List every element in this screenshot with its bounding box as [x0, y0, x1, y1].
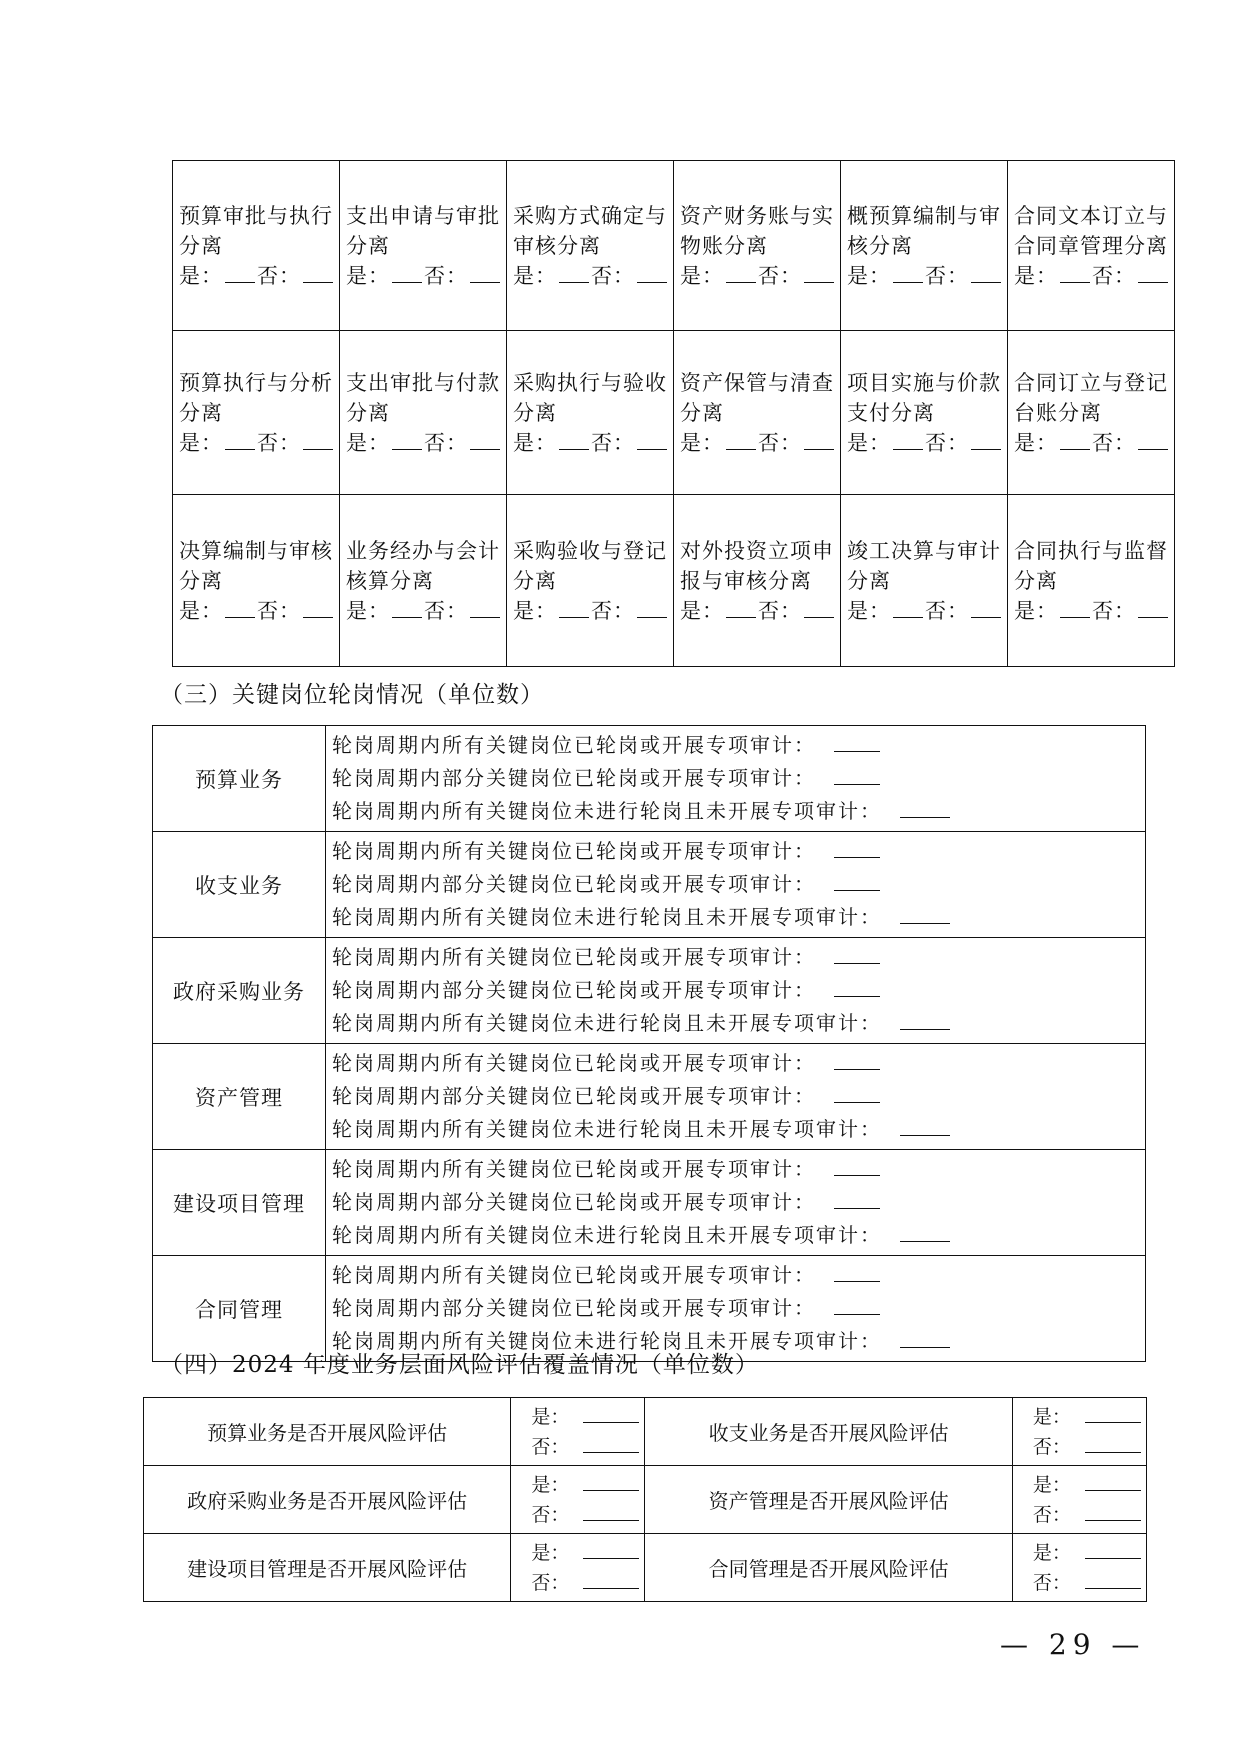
no-label: 否：	[257, 430, 301, 455]
no-label: 否：	[1092, 430, 1136, 455]
yes-label: 是：	[346, 598, 390, 623]
yes-blank[interactable]	[893, 281, 923, 283]
rotation-count-blank[interactable]	[834, 783, 880, 785]
yes-no-fields	[680, 596, 836, 626]
risk-question: 预算业务是否开展风险评估	[144, 1398, 511, 1466]
no-blank[interactable]	[804, 448, 834, 450]
rotation-category: 政府采购业务	[153, 938, 326, 1044]
yes-label: 是：	[513, 430, 557, 455]
yes-blank[interactable]	[392, 616, 422, 618]
yes-blank[interactable]	[392, 281, 422, 283]
rotation-option-label: 轮岗周期内部分关键岗位已轮岗或开展专项审计：	[332, 1296, 816, 1320]
separation-cell	[507, 331, 674, 495]
yes-no-fields	[847, 428, 1003, 458]
rotation-option-label: 轮岗周期内所有关键岗位未进行轮岗且未开展专项审计：	[332, 799, 882, 823]
risk-answer	[1012, 1466, 1146, 1534]
no-blank[interactable]	[583, 1519, 639, 1521]
no-blank[interactable]	[637, 448, 667, 450]
yes-no-fields	[346, 261, 502, 291]
rotation-count-blank[interactable]	[834, 750, 880, 752]
rotation-option-label: 轮岗周期内所有关键岗位已轮岗或开展专项审计：	[332, 1051, 816, 1075]
no-label: 否：	[1092, 263, 1136, 288]
yes-label: 是：	[680, 598, 724, 623]
yes-no-fields	[847, 261, 1003, 291]
separation-cell	[1008, 331, 1175, 495]
rotation-options	[326, 726, 1146, 832]
yes-label: 是：	[847, 598, 891, 623]
no-blank[interactable]	[1085, 1519, 1141, 1521]
rotation-option	[332, 941, 1139, 974]
no-label: 否：	[424, 598, 468, 623]
yes-label: 是：	[513, 598, 557, 623]
no-blank[interactable]	[804, 616, 834, 618]
rotation-category: 合同管理	[153, 1256, 326, 1362]
rotation-option	[332, 729, 1139, 762]
rotation-option	[332, 835, 1139, 868]
no-blank[interactable]	[583, 1451, 639, 1453]
no-blank[interactable]	[637, 281, 667, 283]
no-label: 否：	[424, 430, 468, 455]
yes-blank[interactable]	[225, 616, 255, 618]
rotation-category: 建设项目管理	[153, 1150, 326, 1256]
no-label: 否：	[257, 263, 301, 288]
rotation-option	[332, 1080, 1139, 1113]
rotation-row	[153, 938, 1146, 1044]
rotation-count-blank[interactable]	[834, 1207, 880, 1209]
rotation-option	[332, 1259, 1139, 1292]
separation-label: 预算执行与分析分离	[179, 370, 333, 425]
risk-answer	[511, 1466, 645, 1534]
no-line	[1033, 1432, 1146, 1462]
rotation-option-label: 轮岗周期内所有关键岗位未进行轮岗且未开展专项审计：	[332, 1117, 882, 1141]
separation-cell	[674, 331, 841, 495]
rotation-option	[332, 1047, 1139, 1080]
risk-answer	[1012, 1398, 1146, 1466]
rotation-option-label: 轮岗周期内部分关键岗位已轮岗或开展专项审计：	[332, 978, 816, 1002]
separation-label: 合同文本订立与合同章管理分离	[1014, 203, 1168, 258]
no-blank[interactable]	[1085, 1451, 1141, 1453]
rotation-row	[153, 832, 1146, 938]
separation-cell	[1008, 161, 1175, 331]
no-blank[interactable]	[1085, 1587, 1141, 1589]
yes-no-fields	[847, 596, 1003, 626]
no-label: 否：	[1032, 1503, 1071, 1526]
rotation-count-blank[interactable]	[834, 1174, 880, 1176]
separation-label: 采购验收与登记分离	[513, 538, 667, 593]
separation-cell	[340, 161, 507, 331]
rotation-table	[152, 725, 1146, 1362]
risk-answer	[511, 1398, 645, 1466]
rotation-option	[332, 901, 1139, 934]
separation-row	[173, 161, 1175, 331]
yes-label: 是：	[346, 430, 390, 455]
no-blank[interactable]	[1138, 448, 1168, 450]
no-blank[interactable]	[303, 281, 333, 283]
no-line	[531, 1568, 644, 1598]
risk-row	[144, 1398, 1147, 1466]
rotation-option-label: 轮岗周期内所有关键岗位已轮岗或开展专项审计：	[332, 945, 816, 969]
rotation-option-label: 轮岗周期内所有关键岗位已轮岗或开展专项审计：	[332, 839, 816, 863]
yes-no-fields	[346, 428, 502, 458]
yes-label: 是：	[680, 430, 724, 455]
no-blank[interactable]	[303, 448, 333, 450]
yes-label: 是：	[513, 263, 557, 288]
yes-label: 是：	[531, 1473, 570, 1496]
separation-label: 项目实施与价款支付分离	[847, 370, 1001, 425]
no-line	[531, 1500, 644, 1530]
yes-no-fields	[513, 261, 669, 291]
yes-blank[interactable]	[225, 281, 255, 283]
yes-no-fields	[513, 596, 669, 626]
no-label: 否：	[531, 1571, 570, 1594]
yes-line	[1033, 1538, 1146, 1568]
yes-label: 是：	[1032, 1541, 1071, 1564]
rotation-options	[326, 938, 1146, 1044]
yes-line	[531, 1402, 644, 1432]
yes-label: 是：	[346, 263, 390, 288]
yes-line	[1033, 1470, 1146, 1500]
yes-no-fields	[1014, 596, 1170, 626]
yes-blank[interactable]	[1085, 1557, 1141, 1559]
yes-blank[interactable]	[225, 448, 255, 450]
no-label: 否：	[1032, 1435, 1071, 1458]
no-blank[interactable]	[470, 448, 500, 450]
no-line	[1033, 1568, 1146, 1598]
rotation-option-label: 轮岗周期内所有关键岗位已轮岗或开展专项审计：	[332, 733, 816, 757]
separation-cell	[841, 161, 1008, 331]
rotation-option-label: 轮岗周期内部分关键岗位已轮岗或开展专项审计：	[332, 766, 816, 790]
risk-answer	[511, 1534, 645, 1602]
yes-label: 是：	[179, 263, 223, 288]
separation-label: 竣工决算与审计分离	[847, 538, 1001, 593]
no-label: 否：	[925, 598, 969, 623]
rotation-count-blank[interactable]	[834, 856, 880, 858]
separation-label: 采购执行与验收分离	[513, 370, 667, 425]
yes-blank[interactable]	[1060, 281, 1090, 283]
rotation-category: 预算业务	[153, 726, 326, 832]
yes-blank[interactable]	[392, 448, 422, 450]
yes-blank[interactable]	[726, 616, 756, 618]
rotation-option	[332, 1292, 1139, 1325]
separation-row	[173, 495, 1175, 667]
no-blank[interactable]	[470, 281, 500, 283]
no-blank[interactable]	[804, 281, 834, 283]
yes-blank[interactable]	[1085, 1489, 1141, 1491]
rotation-option-label: 轮岗周期内所有关键岗位未进行轮岗且未开展专项审计：	[332, 1329, 882, 1353]
rotation-option	[332, 1113, 1139, 1146]
separation-cell	[507, 495, 674, 667]
separation-row	[173, 331, 1175, 495]
no-label: 否：	[758, 263, 802, 288]
no-blank[interactable]	[583, 1587, 639, 1589]
yes-label: 是：	[680, 263, 724, 288]
yes-blank[interactable]	[1085, 1421, 1141, 1423]
separation-label: 资产财务账与实物账分离	[680, 203, 834, 258]
no-label: 否：	[591, 263, 635, 288]
no-label: 否：	[531, 1435, 570, 1458]
rotation-count-blank[interactable]	[900, 1134, 950, 1136]
separation-cell	[674, 161, 841, 331]
yes-blank[interactable]	[583, 1421, 639, 1423]
rotation-options	[326, 1044, 1146, 1150]
rotation-count-blank[interactable]	[900, 1240, 950, 1242]
separation-cell	[841, 331, 1008, 495]
no-label: 否：	[591, 430, 635, 455]
rotation-count-blank[interactable]	[834, 1068, 880, 1070]
no-blank[interactable]	[1138, 281, 1168, 283]
rotation-option	[332, 1186, 1139, 1219]
rotation-category: 资产管理	[153, 1044, 326, 1150]
no-blank[interactable]	[971, 448, 1001, 450]
yes-blank[interactable]	[559, 281, 589, 283]
risk-question: 收支业务是否开展风险评估	[645, 1398, 1012, 1466]
yes-blank[interactable]	[1060, 616, 1090, 618]
no-label: 否：	[1032, 1571, 1071, 1594]
no-blank[interactable]	[971, 281, 1001, 283]
no-label: 否：	[758, 430, 802, 455]
yes-label: 是：	[847, 430, 891, 455]
separation-cell	[674, 495, 841, 667]
separation-label: 合同订立与登记台账分离	[1014, 370, 1168, 425]
yes-label: 是：	[847, 263, 891, 288]
separation-label: 资产保管与清查分离	[680, 370, 834, 425]
separation-label: 支出审批与付款分离	[346, 370, 500, 425]
risk-row	[144, 1466, 1147, 1534]
rotation-option-label: 轮岗周期内所有关键岗位已轮岗或开展专项审计：	[332, 1157, 816, 1181]
rotation-option-label: 轮岗周期内所有关键岗位已轮岗或开展专项审计：	[332, 1263, 816, 1287]
yes-blank[interactable]	[726, 448, 756, 450]
no-blank[interactable]	[637, 616, 667, 618]
separation-label: 合同执行与监督分离	[1014, 538, 1168, 593]
yes-no-fields	[1014, 428, 1170, 458]
rotation-options	[326, 1150, 1146, 1256]
yes-blank[interactable]	[583, 1557, 639, 1559]
separation-label: 业务经办与会计核算分离	[346, 538, 500, 593]
rotation-option	[332, 868, 1139, 901]
separation-table	[172, 160, 1175, 667]
no-label: 否：	[591, 598, 635, 623]
yes-label: 是：	[1014, 598, 1058, 623]
rotation-options	[326, 832, 1146, 938]
no-blank[interactable]	[971, 616, 1001, 618]
rotation-count-blank[interactable]	[900, 922, 950, 924]
yes-line	[1033, 1402, 1146, 1432]
no-blank[interactable]	[303, 616, 333, 618]
separation-label: 采购方式确定与审核分离	[513, 203, 667, 258]
yes-blank[interactable]	[1060, 448, 1090, 450]
separation-label: 概预算编制与审核分离	[847, 203, 1001, 258]
rotation-option	[332, 1007, 1139, 1040]
separation-label: 对外投资立项申报与审核分离	[680, 538, 834, 593]
yes-blank[interactable]	[583, 1489, 639, 1491]
rotation-option	[332, 1153, 1139, 1186]
rotation-count-blank[interactable]	[834, 1101, 880, 1103]
separation-label: 预算审批与执行分离	[179, 203, 333, 258]
rotation-count-blank[interactable]	[834, 889, 880, 891]
yes-label: 是：	[531, 1541, 570, 1564]
rotation-option	[332, 1219, 1139, 1252]
yes-blank[interactable]	[559, 616, 589, 618]
yes-no-fields	[513, 428, 669, 458]
no-blank[interactable]	[470, 616, 500, 618]
yes-line	[531, 1538, 644, 1568]
yes-blank[interactable]	[726, 281, 756, 283]
rotation-option	[332, 974, 1139, 1007]
yes-no-fields	[680, 428, 836, 458]
yes-blank[interactable]	[893, 616, 923, 618]
yes-label: 是：	[1014, 263, 1058, 288]
risk-question: 建设项目管理是否开展风险评估	[144, 1534, 511, 1602]
separation-label: 支出申请与审批分离	[346, 203, 500, 258]
no-label: 否：	[758, 598, 802, 623]
rotation-option-label: 轮岗周期内所有关键岗位未进行轮岗且未开展专项审计：	[332, 905, 882, 929]
separation-cell	[173, 161, 340, 331]
rotation-count-blank[interactable]	[834, 962, 880, 964]
rotation-option-label: 轮岗周期内所有关键岗位未进行轮岗且未开展专项审计：	[332, 1223, 882, 1247]
risk-row	[144, 1534, 1147, 1602]
yes-no-fields	[179, 261, 335, 291]
no-label: 否：	[424, 263, 468, 288]
risk-question: 合同管理是否开展风险评估	[645, 1534, 1012, 1602]
rotation-row	[153, 1150, 1146, 1256]
yes-no-fields	[346, 596, 502, 626]
rotation-option	[332, 795, 1139, 828]
yes-label: 是：	[179, 598, 223, 623]
yes-no-fields	[1014, 261, 1170, 291]
separation-cell	[340, 495, 507, 667]
yes-label: 是：	[1032, 1473, 1071, 1496]
separation-label: 决算编制与审核分离	[179, 538, 333, 593]
no-label: 否：	[925, 263, 969, 288]
rotation-option-label: 轮岗周期内部分关键岗位已轮岗或开展专项审计：	[332, 1190, 816, 1214]
risk-question: 资产管理是否开展风险评估	[645, 1466, 1012, 1534]
rotation-count-blank[interactable]	[834, 1280, 880, 1282]
separation-cell	[841, 495, 1008, 667]
separation-cell	[173, 331, 340, 495]
section-heading-risk-assessment: （四）2024 年度业务层面风险评估覆盖情况（单位数）	[160, 1352, 759, 1378]
no-blank[interactable]	[1138, 616, 1168, 618]
rotation-category: 收支业务	[153, 832, 326, 938]
separation-cell	[507, 161, 674, 331]
yes-label: 是：	[531, 1405, 570, 1428]
rotation-option-label: 轮岗周期内部分关键岗位已轮岗或开展专项审计：	[332, 872, 816, 896]
separation-cell	[340, 331, 507, 495]
rotation-count-blank[interactable]	[834, 995, 880, 997]
section-heading-rotation: （三）关键岗位轮岗情况（单位数）	[160, 682, 544, 708]
no-label: 否：	[1092, 598, 1136, 623]
rotation-count-blank[interactable]	[834, 1313, 880, 1315]
rotation-row	[153, 1044, 1146, 1150]
yes-no-fields	[680, 261, 836, 291]
yes-label: 是：	[1014, 430, 1058, 455]
separation-cell	[1008, 495, 1175, 667]
risk-assessment-table	[143, 1397, 1147, 1602]
risk-question: 政府采购业务是否开展风险评估	[144, 1466, 511, 1534]
no-label: 否：	[257, 598, 301, 623]
yes-blank[interactable]	[893, 448, 923, 450]
no-label: 否：	[925, 430, 969, 455]
rotation-count-blank[interactable]	[900, 1028, 950, 1030]
rotation-option-label: 轮岗周期内所有关键岗位未进行轮岗且未开展专项审计：	[332, 1011, 882, 1035]
no-label: 否：	[531, 1503, 570, 1526]
no-line	[531, 1432, 644, 1462]
yes-blank[interactable]	[559, 448, 589, 450]
rotation-count-blank[interactable]	[900, 1346, 950, 1348]
rotation-count-blank[interactable]	[900, 816, 950, 818]
rotation-row	[153, 726, 1146, 832]
yes-label: 是：	[1032, 1405, 1071, 1428]
separation-cell	[173, 495, 340, 667]
rotation-option-label: 轮岗周期内部分关键岗位已轮岗或开展专项审计：	[332, 1084, 816, 1108]
yes-no-fields	[179, 428, 335, 458]
risk-answer	[1012, 1534, 1146, 1602]
no-line	[1033, 1500, 1146, 1530]
yes-no-fields	[179, 596, 335, 626]
rotation-option	[332, 762, 1139, 795]
yes-line	[531, 1470, 644, 1500]
yes-label: 是：	[179, 430, 223, 455]
page-number: — 29 —	[1000, 1628, 1146, 1661]
